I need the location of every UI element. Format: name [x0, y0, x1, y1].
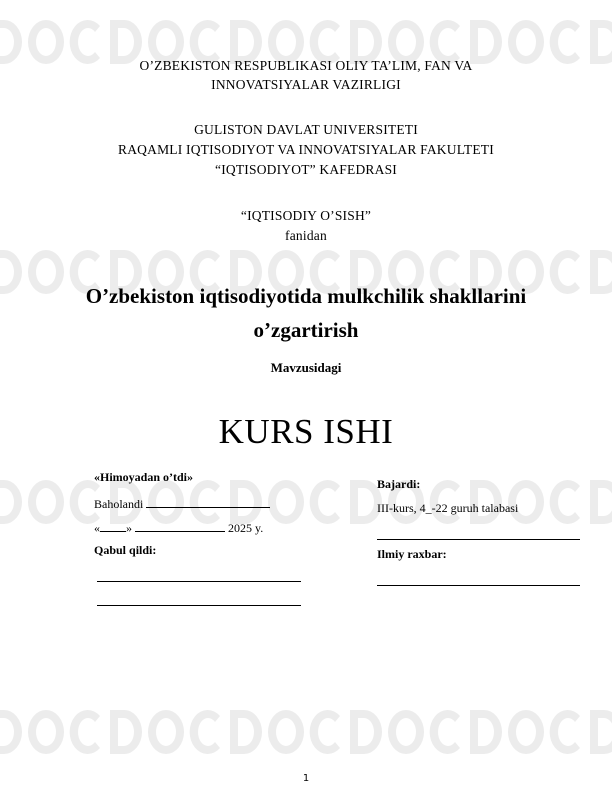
defended-label: «Himoyadan o’tdi»	[94, 470, 194, 484]
graded-label: Baholandi	[94, 497, 144, 511]
group-text: III-kurs, 4_-22 guruh talabasi	[377, 501, 519, 515]
accepted-signature-line-1[interactable]	[97, 581, 301, 582]
date-close-quote: »	[126, 521, 132, 535]
document-type-title: KURS ISHI	[218, 412, 394, 451]
docx-logo-icon	[590, 710, 612, 754]
department-name: “IQTISODIYOT” KAFEDRASI	[215, 162, 397, 177]
accepted-signature-line-2[interactable]	[97, 605, 301, 606]
month-blank[interactable]	[135, 520, 225, 532]
topic-line-2: o’zgartirish	[253, 318, 359, 342]
docx-logo-icon	[0, 710, 100, 754]
date-row	[94, 520, 263, 536]
topic-line-1: O’zbekiston iqtisodiyotida mulkchilik shakllarini	[85, 284, 527, 308]
docx-logo-icon	[0, 480, 100, 524]
topic-suffix: Mavzusidagi	[270, 360, 342, 375]
university-name: GULISTON DAVLAT UNIVERSITETI	[194, 122, 418, 137]
subject-name: “IQTISODIY O’SISH”	[240, 208, 372, 223]
docx-logo-icon	[590, 480, 612, 524]
faculty-name: RAQAMLI IQTISODIYOT VA INNOVATSIYALAR FAKULTETI	[118, 142, 494, 157]
docx-logo-icon	[230, 710, 340, 754]
date-open-quote: «	[94, 521, 100, 535]
day-blank[interactable]	[100, 520, 126, 532]
student-name-line[interactable]	[377, 539, 580, 540]
subject-suffix: fanidan	[285, 228, 327, 243]
supervisor-label: Ilmiy raxbar:	[377, 547, 447, 561]
docx-logo-icon	[350, 710, 460, 754]
grade-blank[interactable]	[146, 496, 270, 508]
docx-logo-icon	[470, 710, 580, 754]
year-label: 2025 y.	[228, 521, 264, 535]
performed-label: Bajardi:	[377, 477, 421, 491]
ministry-line-2: INNOVATSIYALAR VAZIRLIGI	[211, 77, 401, 92]
docx-logo-icon	[110, 710, 220, 754]
supervisor-name-line[interactable]	[377, 585, 580, 586]
graded-row	[94, 496, 270, 512]
ministry-line-1: O’ZBEKISTON RESPUBLIKASI OLIY TA’LIM, FAN VA	[139, 58, 473, 73]
page-number: 1	[302, 773, 310, 784]
accepted-label: Qabul qildi:	[94, 543, 157, 557]
